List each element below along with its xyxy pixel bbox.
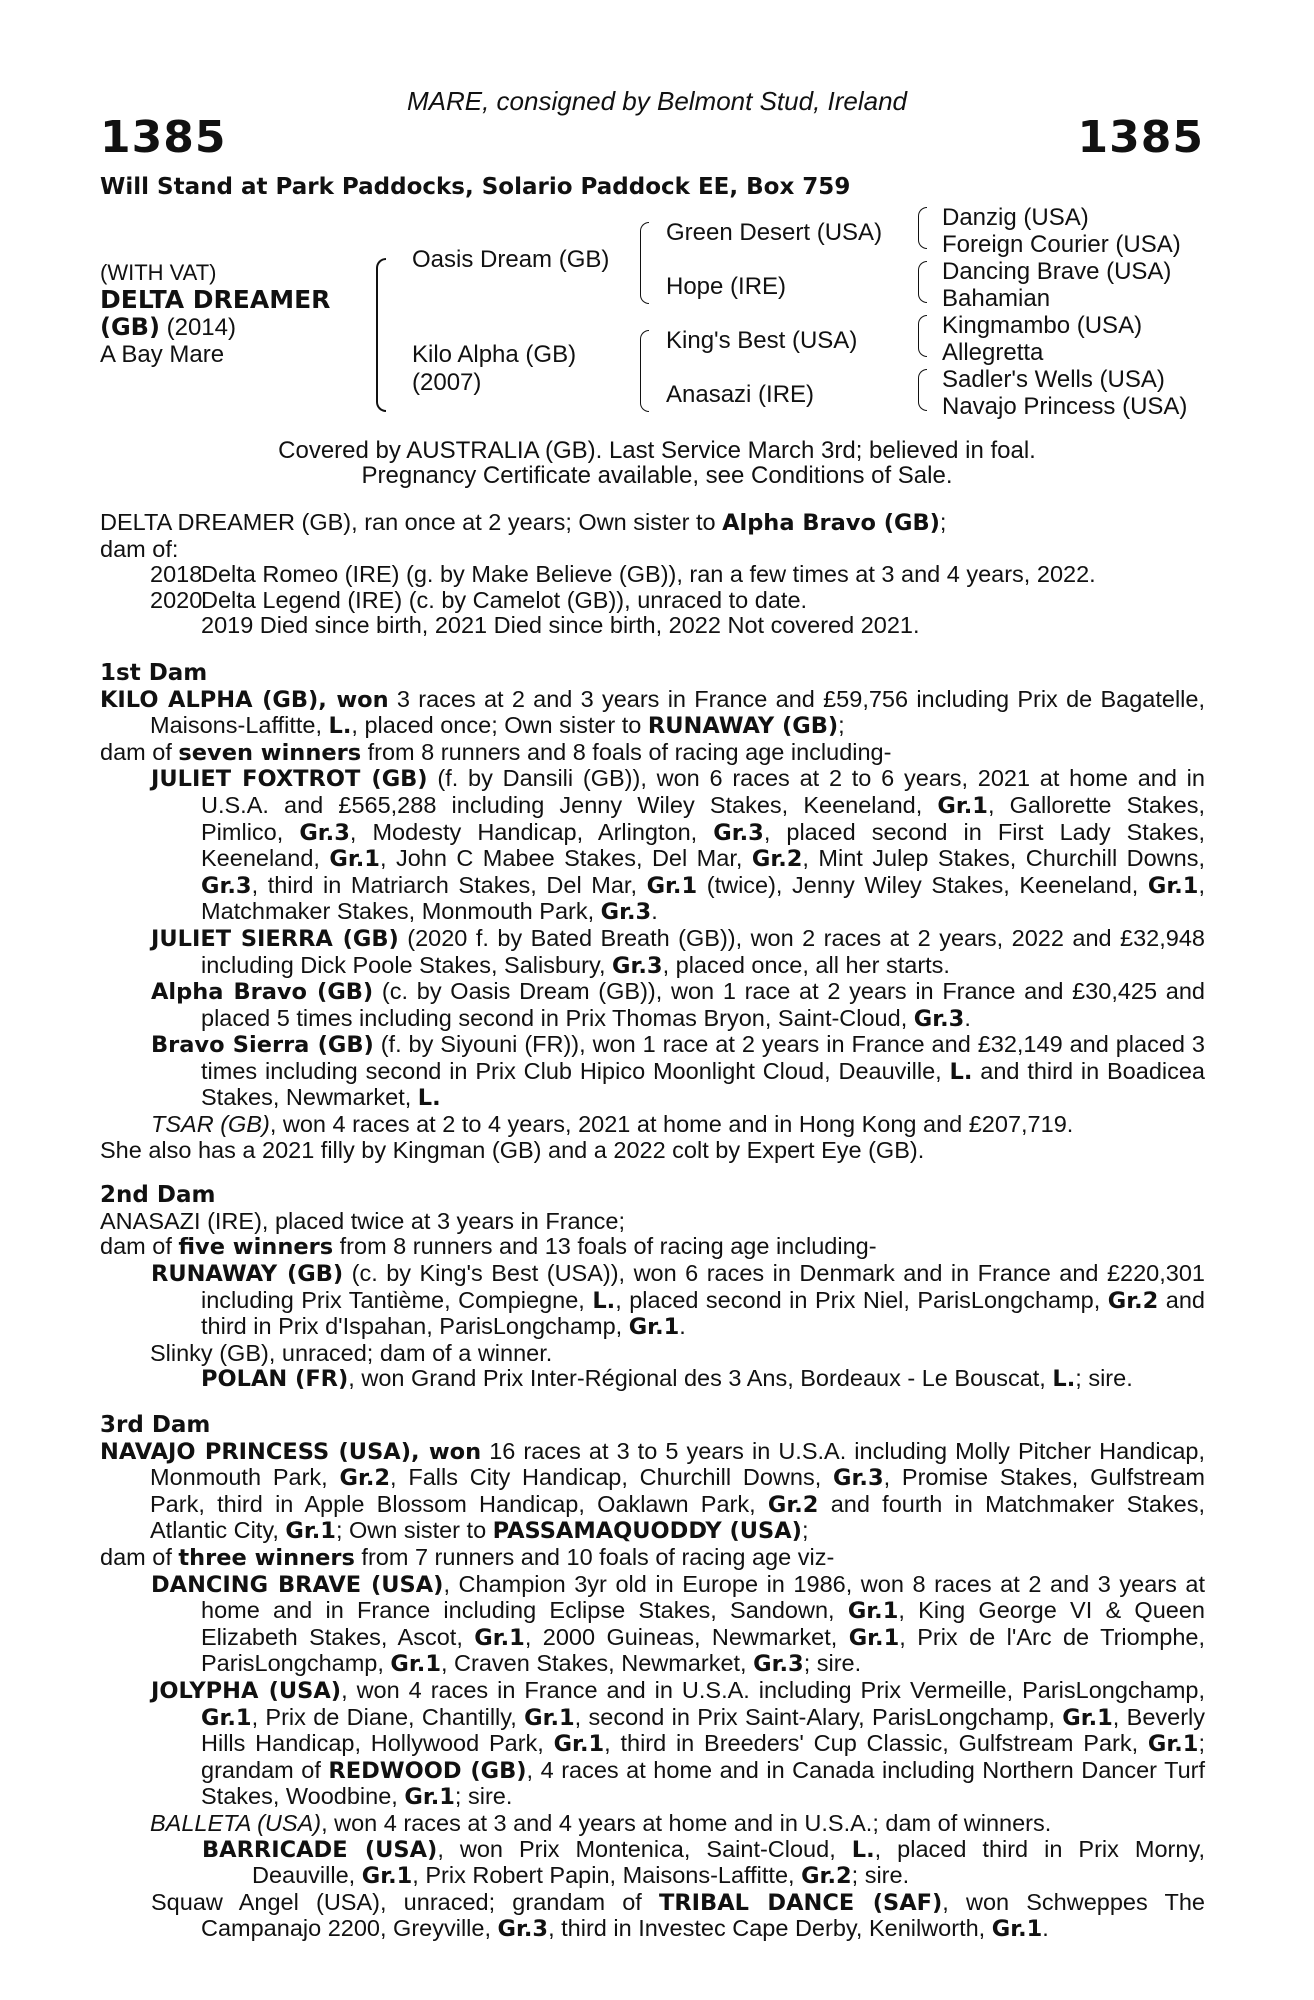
third-dam-record: NAVAJO PRINCESS (USA), won 16 races at 3 to 5 years in U.S.A. including Molly Pitcher Handicap, Monmouth Park, Gr.2, Falls City Handicap, Churchill Downs, Gr.3, Promise Stakes, Gulfstream Park, third in Apple Blossom Handicap, Oaklawn Park, Gr.2 and fourth in Matchmaker Stakes, Atlantic City, Gr.1; Own sister to PASSAMAQUODDY (USA); [100,1437,1206,1545]
produce-entry: Slinky (GB), unraced; dam of a winner. [150,1339,553,1366]
stand-location: Will Stand at Park Paddocks, Solario Paddock EE, Box 759 [100,174,851,200]
pedigree-dss: Kingmambo (USA) [942,312,1143,339]
first-dam-heading: 1st Dam [100,659,208,686]
consignment-line: MARE, consigned by Belmont Stud, Ireland [406,86,908,116]
pedigree-sire: Oasis Dream (GB) [412,246,610,273]
covered-line: Covered by AUSTRALIA (GB). Last Service March 3rd; believed in foal. [278,437,1036,464]
first-dam-produce: dam of seven winners from 8 runners and 8 foals of racing age including- [100,738,892,766]
horse-year: (2014) [166,314,236,341]
produce-entry: RUNAWAY (GB) (c. by King's Best (USA)), won 6 races in Denmark and in France and £220,301 including Prix Tantième, Compiegne, L., placed second in Prix Niel, ParisLongchamp, Gr.2 and third in Prix d'Ispahan, ParisLongchamp, Gr.1. [151,1260,1205,1341]
pedigree-sire-dam: Hope (IRE) [666,273,787,300]
produce-entry: JULIET SIERRA (GB) (2020 f. by Bated Breath (GB)), won 2 races at 2 years, 2022 and £32,948 including Dick Poole Stakes, Salisbury, Gr.3, placed once, all her starts. [151,924,1205,979]
horse-description: A Bay Mare [100,341,225,368]
pedigree-dam-dam: Anasazi (IRE) [666,381,815,408]
pedigree-sss: Danzig (USA) [942,204,1089,231]
horse-origin-year [100,313,236,342]
foal-row: 2020 Delta Legend (IRE) (c. by Camelot (GB)), unraced to date. [150,586,808,613]
second-dam-heading: 2nd Dam [100,1182,216,1209]
pedigree-sds: Dancing Brave (USA) [942,258,1172,285]
third-dam-heading: 3rd Dam [100,1412,211,1438]
pedigree-sire-sire: Green Desert (USA) [666,219,883,246]
vat-note: (WITH VAT) [100,260,217,285]
foal-row: 2018 Delta Romeo (IRE) (g. by Make Believe (GB)), ran a few times at 3 and 4 years, 2022. [150,561,1096,588]
produce-record [100,510,1205,1943]
horse-name: DELTA DREAMER [100,285,331,314]
lot-number-right: 1385 [1077,112,1204,163]
second-dam-record: ANASAZI (IRE), placed twice at 3 years in France; [100,1207,626,1234]
pedigree-brace-dam [640,330,649,412]
intro-line: DELTA DREAMER (GB), ran once at 2 years; Own sister to Alpha Bravo (GB); [100,509,947,536]
produce-entry: POLAN (FR), won Grand Prix Inter-Régional des 3 Ans, Bordeaux - Le Bouscat, L.; sire. [201,1365,1133,1393]
produce-entry: BALLETA (USA), won 4 races at 3 and 4 years at home and in U.S.A.; dam of winners. [150,1809,1052,1836]
produce-entry: DANCING BRAVE (USA), Champion 3yr old in Europe in 1986, won 8 races at 2 and 3 years at home and in France including Eclipse Stakes, Sandown, Gr.1, King George VI & Queen Elizabeth Stakes, Ascot, Gr.1, 2000 Guineas, Newmarket, Gr.1, Prix de l'Arc de Triomphe, ParisLongchamp, Gr.1, Craven Stakes, Newmarket, Gr.3; sire. [151,1570,1206,1678]
pedigree-dsd: Allegretta [942,339,1044,366]
pedigree-ssd: Foreign Courier (USA) [942,231,1181,258]
third-dam-produce: dam of three winners from 7 runners and 10 foals of racing age viz- [100,1543,835,1571]
horse-country: (GB) [100,313,160,341]
produce-entry: Squaw Angel (USA), unraced; grandam of TRIBAL DANCE (SAF), won Schweppes The Campanajo 2200, Greyville, Gr.3, third in Investec Cape Derby, Kenilworth, Gr.1. [151,1888,1205,1943]
pedigree-brace-ds [918,315,927,357]
pedigree-brace-sire [640,222,649,304]
intro-damof: dam of: [100,535,179,562]
foal-row: 2019 Died since birth, 2021 Died since birth, 2022 Not covered 2021. [201,612,920,639]
produce-entry: Alpha Bravo (GB) (c. by Oasis Dream (GB)), won 1 race at 2 years in France and £30,425 and placed 5 times including second in Prix Thomas Bryon, Saint-Cloud, Gr.3. [151,978,1205,1032]
pedigree-dam-sire: King's Best (USA) [666,327,858,354]
pedigree-brace-sd [918,261,927,303]
produce-entry: JOLYPHA (USA), won 4 races in France and in U.S.A. including Prix Vermeille, ParisLongchamp, Gr.1, Prix de Diane, Chantilly, Gr.1, second in Prix Saint-Alary, ParisLongchamp, Gr.1, Beverly Hills Handicap, Hollywood Park, Gr.1, third in Breeders' Cup Classic, Gulfstream Park, Gr.1; grandam of REDWOOD (GB), 4 races at home and in Canada including Northern Dancer Turf Stakes, Woodbine, Gr.1; sire. [151,1676,1206,1811]
pedigree-dam: Kilo Alpha (GB) [412,341,577,368]
produce-entry: BARRICADE (USA), won Prix Montenica, Saint-Cloud, L., placed third in Prix Morny, Deauville, Gr.1, Prix Robert Papin, Maisons-Laffitte, Gr.2; sire. [202,1835,1205,1890]
pedigree-ddd: Navajo Princess (USA) [942,393,1188,420]
pedigree-dds: Sadler's Wells (USA) [942,366,1165,393]
pregnancy-line: Pregnancy Certificate available, see Conditions of Sale. [361,462,953,489]
pedigree-dam-year: (2007) [412,369,482,396]
produce-entry: Bravo Sierra (GB) (f. by Siyouni (FR)), won 1 race at 2 years in France and £32,149 and placed 3 times including second in Prix Club Hipico Moonlight Cloud, Deauville, L. and third in Boadicea Stakes, Newmarket, L. [151,1031,1205,1112]
pedigree-brace-ss [918,207,927,249]
pedigree-brace-main [376,258,386,412]
pedigree-sdd: Bahamian [942,285,1051,312]
second-dam-produce: dam of five winners from 8 runners and 13 foals of racing age including- [100,1233,877,1261]
first-dam-record: KILO ALPHA (GB), won 3 races at 2 and 3 years in France and £59,756 including Prix de Bagatelle, Maisons-Laffitte, L., placed once; Own sister to RUNAWAY (GB); [100,685,1205,740]
lot-number-left: 1385 [100,112,227,163]
first-dam-also: She also has a 2021 filly by Kingman (GB) and a 2022 colt by Expert Eye (GB). [100,1136,925,1163]
produce-entry: TSAR (GB), won 4 races at 2 to 4 years, 2021 at home and in Hong Kong and £207,719. [151,1111,1074,1138]
pedigree-brace-dd [918,369,927,411]
produce-entry: JULIET FOXTROT (GB) (f. by Dansili (GB)), won 6 races at 2 to 6 years, 2021 at home and in U.S.A. and £565,288 including Jenny Wiley Stakes, Keeneland, Gr.1, Gallorette Stakes, Pimlico, Gr.3, Modesty Handicap, Arlington, Gr.3, placed second in First Lady Stakes, Keeneland, Gr.1, John C Mabee Stakes, Del Mar, Gr.2, Mint Julep Stakes, Churchill Downs, Gr.3, third in Matriarch Stakes, Del Mar, Gr.1 (twice), Jenny Wiley Stakes, Keeneland, Gr.1, Matchmaker Stakes, Monmouth Park, Gr.3. [151,765,1206,926]
